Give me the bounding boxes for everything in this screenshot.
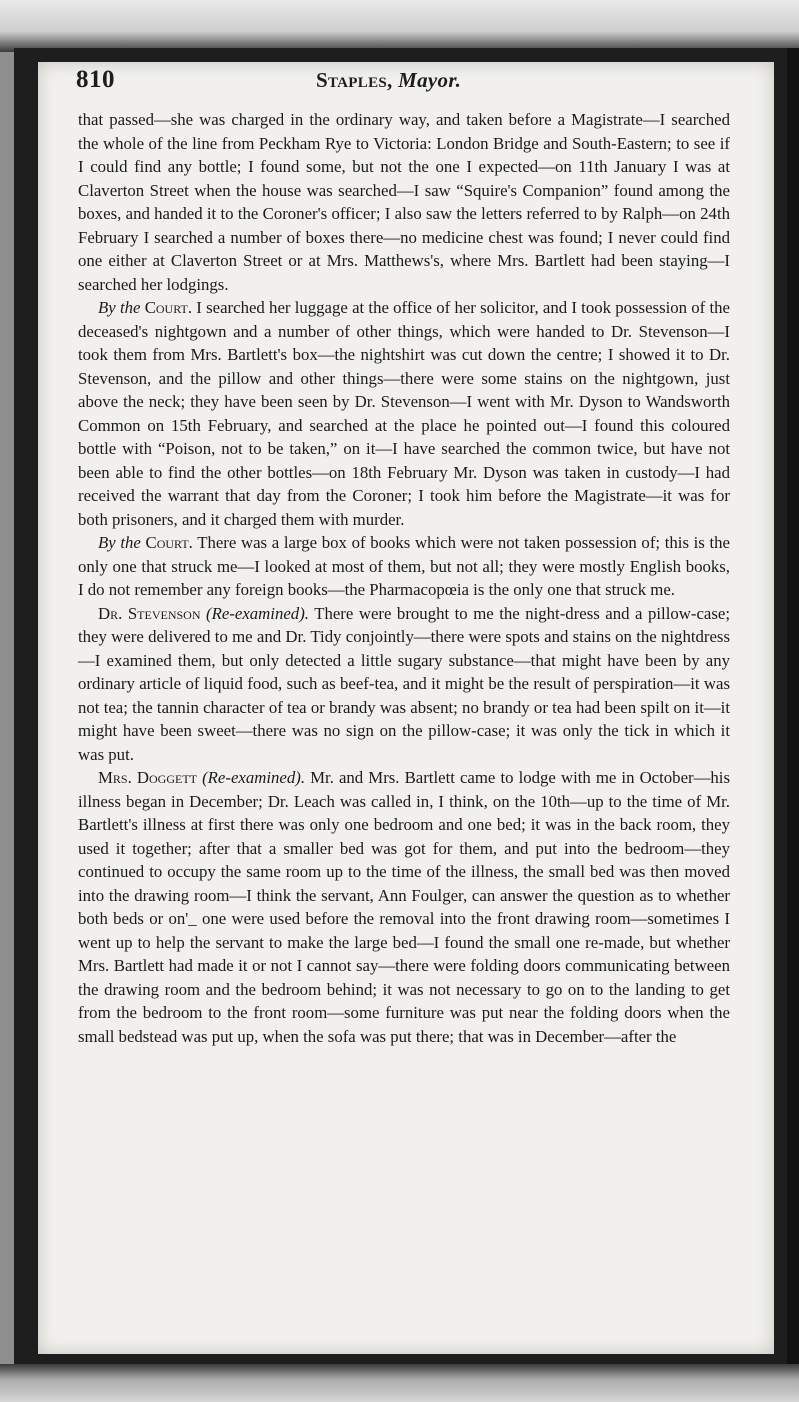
witness-status: (Re-examined). [206, 603, 309, 623]
paragraph-text: I searched her luggage at the office of her solicitor, and I took possession of the deceased's nightgown and a number of other things, which were handed to Dr. Stevenson—I took them from Mrs. Bartlett's box—the nightshirt was cut down the centre; I showed it to Dr. Stevenson, and the pillow and other things—there were some stains on the nightgown, just above the neck; they have been seen by Dr. Stevenson—I went with Mr. Dyson to Wandsworth Common on 15th February, and searched at the place he pointed out—I found this coloured bottle with “Poison, not to be taken,” on it—I have searched the common twice, but have not been able to find the other bottles—on 18th February Mr. Dyson was taken in custody—I had received the warrant that day from the Coroner; I took him before the Magistrate—it was for both prisoners, and it charged them with murder. [78, 298, 731, 529]
page-header [76, 66, 696, 100]
paragraph-1 [78, 108, 730, 296]
paragraph-text: Mr. and Mrs. Bartlett came to lodge with me in October—his illness began in December; Dr. Leach was called in, I think, on the 10th—up to the time of Mr. Bartlett's illness at first there was only one bedroom and one bed; it was in the back room, they used it together; after that a smaller bed was got for them, and put into the bedroom—they continued to occupy the same room up to the time of the illness, the small bed was then moved into the drawing room—I think the servant, Ann Foulger, can answer the question as to whether both beds or on'_ one were used before the removal into the front drawing room—sometimes I went up to help the servant to make the large bed—I found the small one re-made, but whether Mrs. Bartlett had made it or not I cannot say—there were folding doors communicating between the drawing room and the bedroom behind; it was not necessary to go on to the landing to get from the bedroom to the front room—some furniture was put near the folding doors when the small bedstead was put up, when the sofa was put there; that was in December—after the [78, 768, 730, 1046]
paragraph-3 [78, 531, 730, 602]
body-text [78, 108, 730, 1048]
running-head [316, 68, 461, 93]
page-number: 810 [76, 66, 115, 93]
paragraph-text: that passed—she was charged in the ordinary way, and taken before a Magistrate—I searched the whole of the line from Peckham Rye to Victoria: London Bridge and South-Eastern; to see if I could find any bottle; I found some, but not the one I expected—on 11th January I was at Claverton Street when the house was searched—I saw “Squire's Companion” found among the boxes, and handed it to the Coroner's officer; I also saw the letters referred to by Ralph—on 24th February I searched a number of boxes there—no medicine chest was found; I never could find one either at Claverton Street or at Mrs. Matthews's, where Mrs. Bartlett had been staying—I searched her lodgings. [78, 110, 730, 294]
witness-name: Dr. Stevenson [98, 603, 201, 623]
book-edge [787, 48, 799, 1364]
speaker-court: Court. [144, 298, 193, 317]
paragraph-2 [78, 296, 730, 531]
speaker-court: Court. [145, 533, 193, 552]
paragraph-text: There was a large box of books which were not taken possession of; this is the only one that struck me—I looked at most of them, but not all; they were mostly English books, I do not remember any foreign books—the Pharmacopœia is the only one that struck me. [78, 533, 730, 599]
paragraph-text: There were brought to me the night-dress and a pillow-case; they were delivered to me and Dr. Tidy conjointly—there were spots and stains on the nightdress—I examined them, but only detected a little sugary substance—that might have been by any ordinary article of liquid food, such as beef-tea, and it might be the result of perspiration—it was not tea; the tannin character of tea or brandy was absent; no brandy or tea had been spilt on it—it might have been sweet—there was no sign on the pillow-case; it was only the tick in which it was put. [78, 603, 731, 764]
running-head-name: Staples, [316, 68, 393, 92]
witness-name: Mrs. Doggett [98, 768, 197, 787]
scan-background-top [0, 0, 799, 52]
running-head-title: Mayor. [398, 68, 462, 92]
speaker-prefix: By the [98, 533, 141, 552]
scan-background-bottom [0, 1364, 799, 1402]
paragraph-5 [78, 766, 730, 1048]
paragraph-4 [78, 602, 730, 767]
speaker-prefix: By the [98, 298, 141, 317]
witness-status: (Re-examined). [202, 768, 306, 787]
